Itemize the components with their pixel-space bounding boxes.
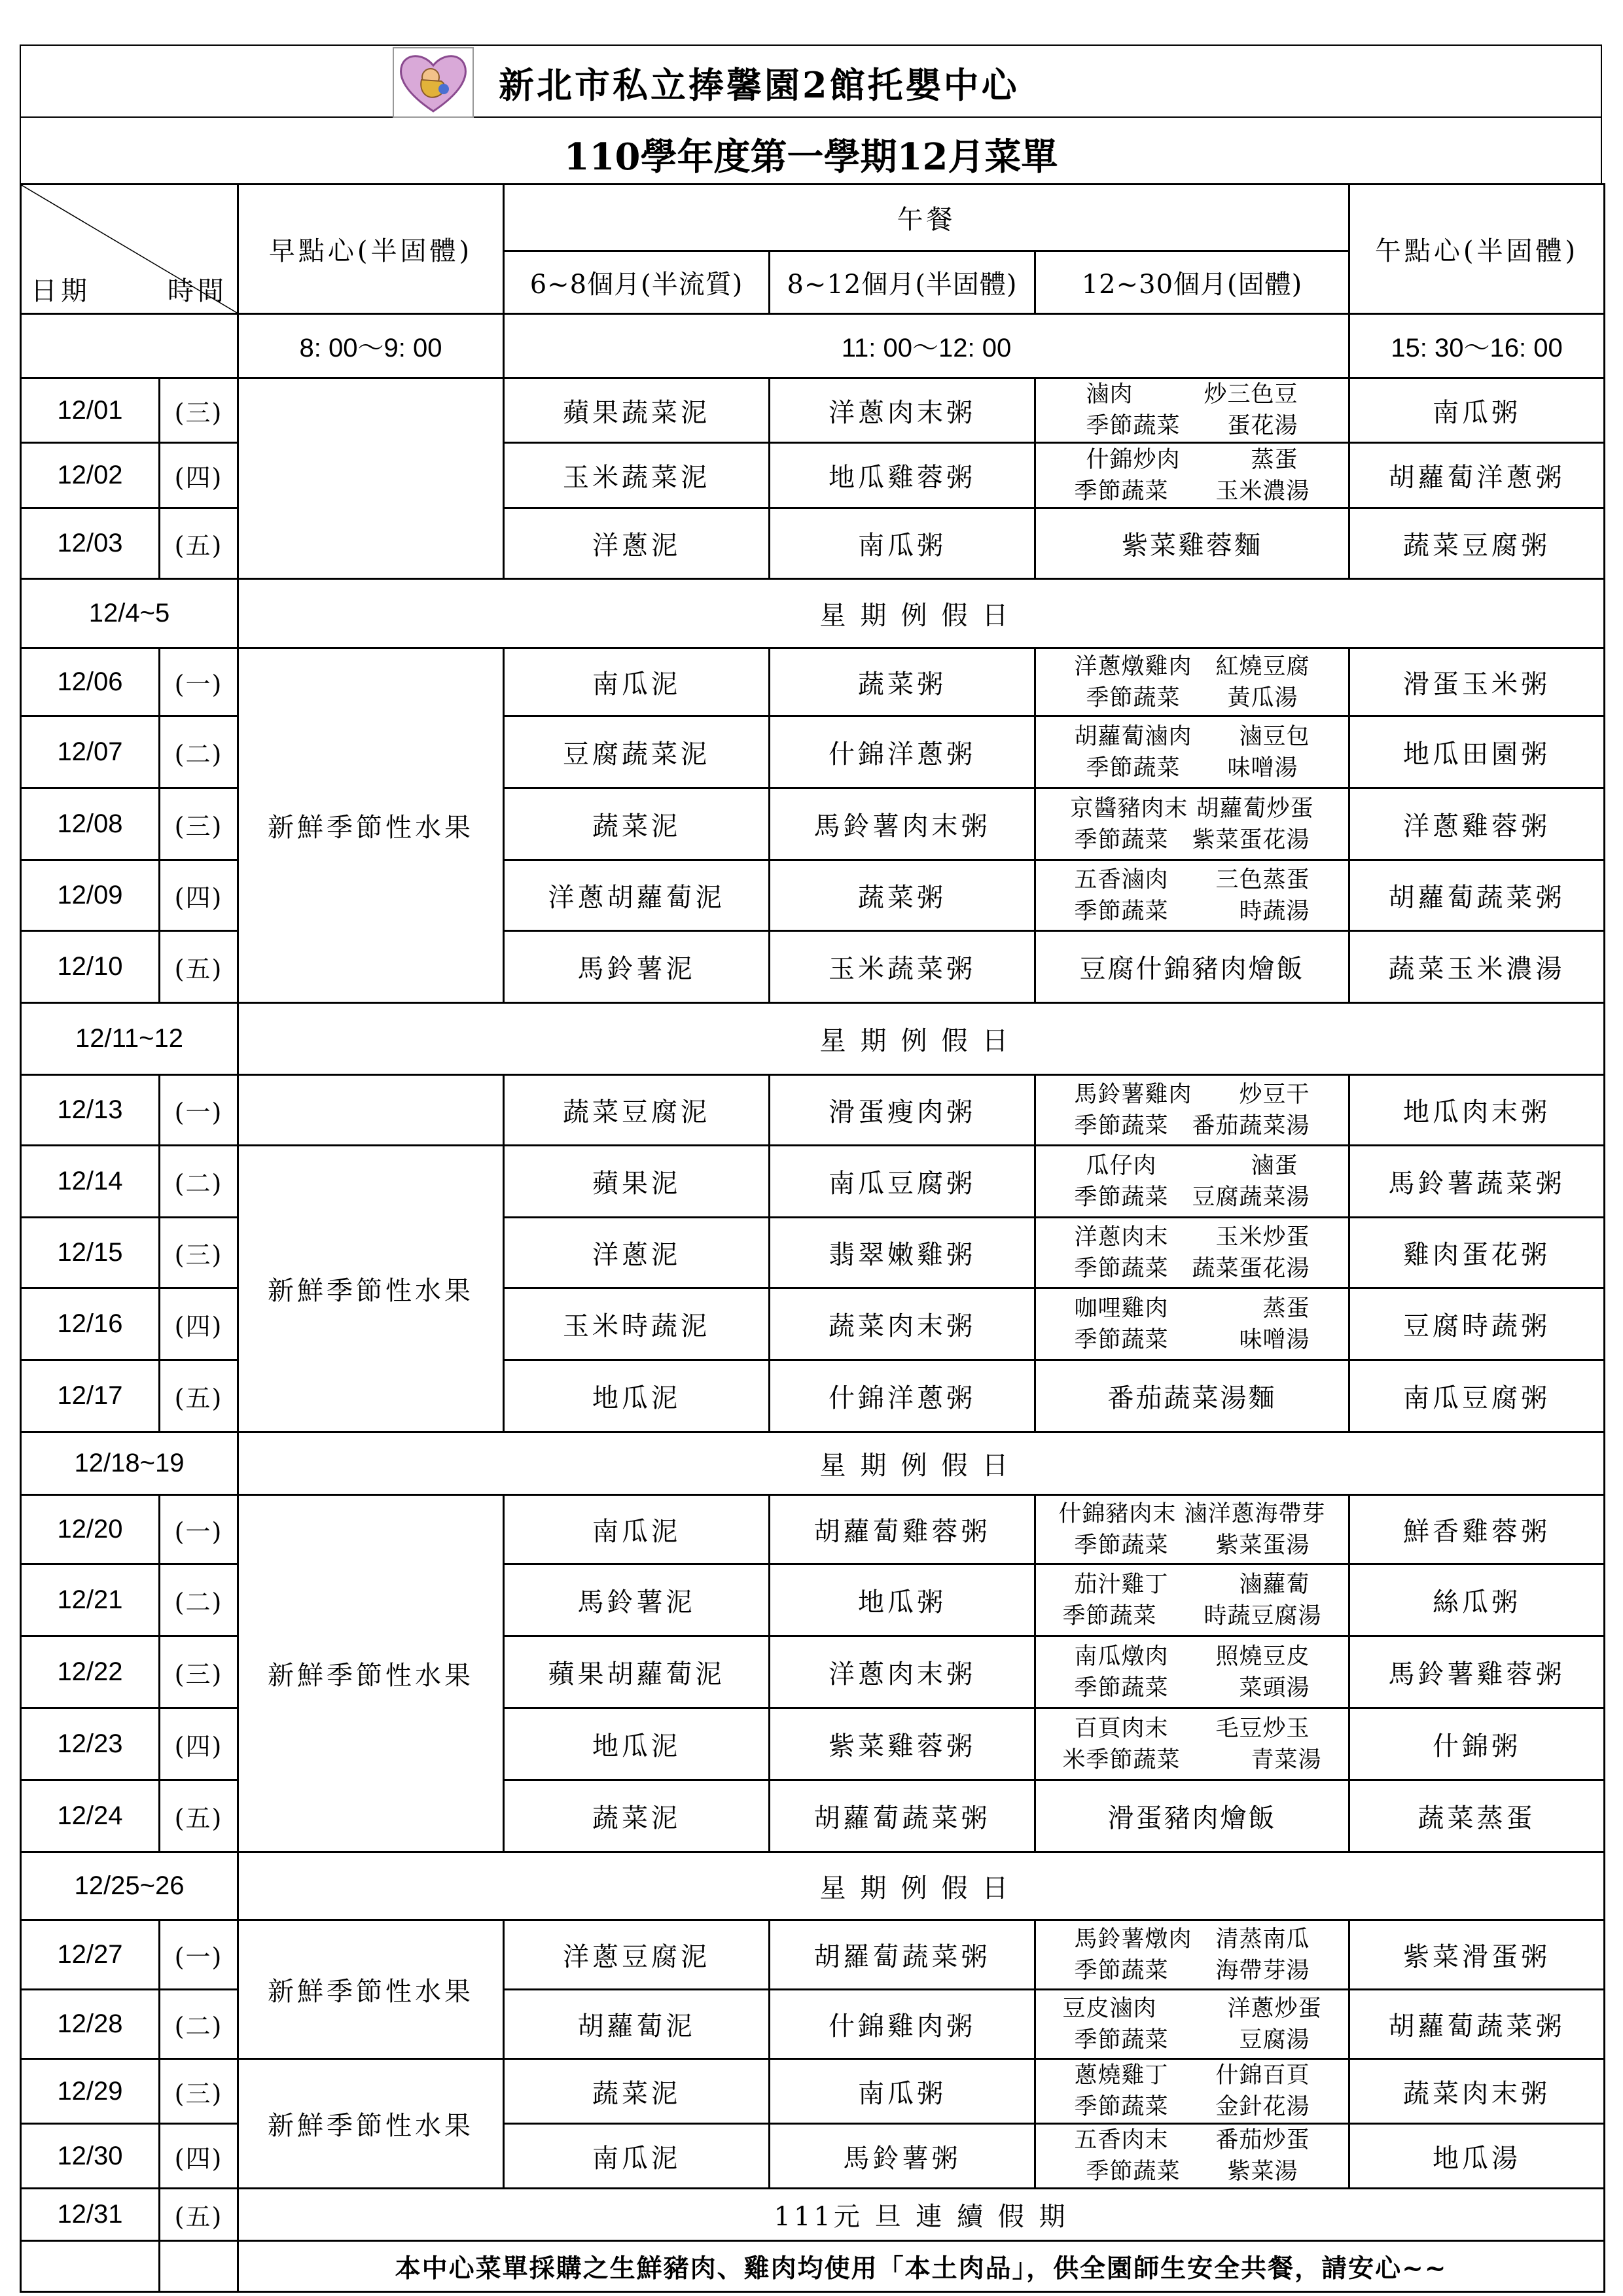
menu-row: [21, 1146, 1605, 1218]
lunch-12-30-cell: [1035, 1636, 1349, 1708]
menu-row: [21, 378, 1605, 443]
afternoon-snack-cell: 地瓜湯: [1349, 2124, 1605, 2189]
time-label: 時間: [168, 276, 228, 306]
lunch-8-12-cell: 地瓜粥: [770, 1564, 1035, 1636]
lunch-6-8-cell: 豆腐蔬菜泥: [504, 716, 770, 788]
lunch-8-12-cell: 什錦洋蔥粥: [770, 716, 1035, 788]
lunch-6-8-cell: 蔬菜泥: [504, 788, 770, 860]
lunch-line-1: 茄汁雞丁 滷蘿蔔: [1074, 1571, 1310, 1598]
lunch-6-8-cell: 南瓜泥: [504, 1495, 770, 1564]
morning-time: 8: 00～9: 00: [238, 314, 504, 378]
lunch-12-30-cell: [1035, 648, 1349, 716]
lunch-line-1: 咖哩雞肉 蒸蛋: [1074, 1295, 1310, 1322]
lunch-line-1: 蔥燒雞丁 什錦百頁: [1074, 2062, 1310, 2089]
lunch-12-30-cell: [1035, 1708, 1349, 1780]
weekday-cell: (二): [160, 1990, 238, 2059]
date-cell: 12/07: [21, 716, 160, 788]
lunch-12-30-cell: [1035, 1564, 1349, 1636]
weekend-label: 星期例假日: [238, 1432, 1605, 1495]
weekday-cell: (四): [160, 2124, 238, 2189]
lunch-line-2: 米季節蔬菜 青菜湯: [1062, 1746, 1322, 1773]
date-cell: 12/21: [21, 1564, 160, 1636]
lunch-12-30-cell: [1035, 788, 1349, 860]
afternoon-snack-cell: 胡蘿蔔蔬菜粥: [1349, 1990, 1605, 2059]
date-cell: 12/20: [21, 1495, 160, 1564]
lunch-8-12-cell: 洋蔥肉末粥: [770, 1636, 1035, 1708]
lunch-12-30-cell: [1035, 1075, 1349, 1146]
footer-blank: [21, 2241, 160, 2292]
lunch-6-8-cell: 洋蔥豆腐泥: [504, 1920, 770, 1990]
weekday-cell: (四): [160, 1288, 238, 1360]
weekend-range: 12/11~12: [21, 1003, 238, 1075]
weekend-label: 星期例假日: [238, 1852, 1605, 1920]
lunch-6-8-cell: 蔬菜泥: [504, 2059, 770, 2124]
date-cell: 12/02: [21, 443, 160, 508]
weekday-cell: (三): [160, 788, 238, 860]
morning-snack-empty: [238, 1075, 504, 1146]
lunch-8-12-cell: 滑蛋瘦肉粥: [770, 1075, 1035, 1146]
menu-title: 110學年度第一學期12月菜單: [563, 135, 1058, 179]
lunch-6-8-cell: 地瓜泥: [504, 1360, 770, 1432]
weekend-label: 星期例假日: [238, 1003, 1605, 1075]
date-cell: 12/06: [21, 648, 160, 716]
date-cell: 12/01: [21, 378, 160, 443]
lunch-8-12-cell: 洋蔥肉末粥: [770, 378, 1035, 443]
weekday-cell: (五): [160, 931, 238, 1003]
lunch-8-12-cell: 什錦洋蔥粥: [770, 1360, 1035, 1432]
afternoon-snack-cell: 地瓜肉末粥: [1349, 1075, 1605, 1146]
lunch-header: 午餐: [504, 185, 1349, 251]
weekday-cell: (二): [160, 1146, 238, 1218]
date-cell: 12/28: [21, 1990, 160, 2059]
afternoon-snack-cell: 馬鈴薯雞蓉粥: [1349, 1636, 1605, 1708]
weekend-label: 星期例假日: [238, 579, 1605, 648]
lunch-6-8-cell: 洋蔥泥: [504, 508, 770, 579]
lunch-8-12-cell: 玉米蔬菜粥: [770, 931, 1035, 1003]
weekend-row: [21, 579, 1605, 648]
lunch-6-8-cell: 蘋果胡蘿蔔泥: [504, 1636, 770, 1708]
lunch-line-1: 什錦炒肉 蒸蛋: [1086, 446, 1298, 473]
lunch-6-8-cell: 蘋果蔬菜泥: [504, 378, 770, 443]
lunch-line-2: 季節蔬菜 蛋花湯: [1086, 413, 1298, 439]
afternoon-snack-cell: 絲瓜粥: [1349, 1564, 1605, 1636]
morning-snack-fruit: 新鮮季節性水果: [238, 1495, 504, 1852]
lunch-line-1: 五香肉末 番茄炒蛋: [1074, 2127, 1310, 2153]
lunch-line-2: 季節蔬菜 紫菜蛋花湯: [1074, 826, 1310, 853]
lunch-8-12-cell: 胡蘿蔔雞蓉粥: [770, 1495, 1035, 1564]
weekday-cell: (四): [160, 443, 238, 508]
weekday-cell: (五): [160, 1360, 238, 1432]
date-cell: 12/30: [21, 2124, 160, 2189]
menu-title-bar: [20, 118, 1602, 185]
lunch-12-30-cell: [1035, 1288, 1349, 1360]
lunch-line-2: 季節蔬菜 豆腐蔬菜湯: [1074, 1184, 1310, 1210]
lunch-12-30-cell: [1035, 1920, 1349, 1990]
lunch-6-8-cell: 洋蔥胡蘿蔔泥: [504, 860, 770, 931]
lunch-line-2: 季節蔬菜 時蔬豆腐湯: [1062, 1602, 1322, 1629]
date-cell: 12/16: [21, 1288, 160, 1360]
weekend-range: 12/4~5: [21, 579, 238, 648]
afternoon-snack-cell: 雞肉蛋花粥: [1349, 1218, 1605, 1288]
lunch-line-1: 馬鈴薯雞肉 炒豆干: [1074, 1081, 1310, 1108]
lunch-8-12-cell: 蔬菜粥: [770, 860, 1035, 931]
lunch-line-1: 瓜仔肉 滷蛋: [1086, 1152, 1298, 1179]
afternoon-snack-cell: 南瓜豆腐粥: [1349, 1360, 1605, 1432]
morning-snack-fruit: 新鮮季節性水果: [238, 2059, 504, 2189]
lunch-12-30-cell: [1035, 1990, 1349, 2059]
date-cell: 12/29: [21, 2059, 160, 2124]
lunch-12-30-cell: [1035, 443, 1349, 508]
afternoon-snack-cell: 鮮香雞蓉粥: [1349, 1495, 1605, 1564]
lunch-6-8-cell: 洋蔥泥: [504, 1218, 770, 1288]
lunch-group-8-12: 8~12個月(半固體): [770, 251, 1035, 314]
org-name: 新北市私立捧馨園2館托嬰中心: [499, 64, 1020, 106]
lunch-line-1: 京醬豬肉末 胡蘿蔔炒蛋: [1070, 795, 1314, 822]
afternoon-snack-header: 午點心(半固體): [1349, 185, 1605, 314]
weekday-cell: (三): [160, 1218, 238, 1288]
weekday-cell: (三): [160, 1636, 238, 1708]
lunch-12-30-cell: 滑蛋豬肉燴飯: [1035, 1780, 1349, 1852]
lunch-6-8-cell: 地瓜泥: [504, 1708, 770, 1780]
lunch-12-30-cell: [1035, 2059, 1349, 2124]
lunch-6-8-cell: 胡蘿蔔泥: [504, 1990, 770, 2059]
lunch-8-12-cell: 南瓜豆腐粥: [770, 1146, 1035, 1218]
menu-row: [21, 2059, 1605, 2124]
lunch-group-12-30: 12~30個月(固體): [1035, 251, 1349, 314]
lunch-12-30-cell: 豆腐什錦豬肉燴飯: [1035, 931, 1349, 1003]
afternoon-snack-cell: 地瓜田園粥: [1349, 716, 1605, 788]
afternoon-snack-cell: 胡蘿蔔蔬菜粥: [1349, 860, 1605, 931]
title-bar: [20, 44, 1602, 118]
lunch-line-2: 季節蔬菜 紫菜湯: [1086, 2159, 1298, 2185]
date-cell: 12/24: [21, 1780, 160, 1852]
lunch-line-2: 季節蔬菜 時蔬湯: [1074, 898, 1310, 925]
date-cell: 12/31: [21, 2189, 160, 2241]
afternoon-snack-cell: 蔬菜蒸蛋: [1349, 1780, 1605, 1852]
date-cell: 12/10: [21, 931, 160, 1003]
lunch-time: 11: 00～12: 00: [504, 314, 1349, 378]
afternoon-time: 15: 30～16: 00: [1349, 314, 1605, 378]
afternoon-snack-cell: 洋蔥雞蓉粥: [1349, 788, 1605, 860]
lunch-6-8-cell: 蘋果泥: [504, 1146, 770, 1218]
afternoon-snack-cell: 豆腐時蔬粥: [1349, 1288, 1605, 1360]
lunch-line-1: 百頁肉末 毛豆炒玉: [1074, 1715, 1310, 1742]
lunch-8-12-cell: 馬鈴薯肉末粥: [770, 788, 1035, 860]
time-header-blank: [21, 314, 238, 378]
afternoon-snack-cell: 南瓜粥: [1349, 378, 1605, 443]
menu-row: [21, 648, 1605, 716]
lunch-line-2: 季節蔬菜 海帶芽湯: [1074, 1957, 1310, 1984]
lunch-6-8-cell: 玉米蔬菜泥: [504, 443, 770, 508]
morning-snack-empty: [238, 378, 504, 579]
lunch-6-8-cell: 蔬菜泥: [504, 1780, 770, 1852]
afternoon-snack-cell: 蔬菜玉米濃湯: [1349, 931, 1605, 1003]
weekend-row: [21, 1003, 1605, 1075]
lunch-6-8-cell: 馬鈴薯泥: [504, 1564, 770, 1636]
lunch-8-12-cell: 地瓜雞蓉粥: [770, 443, 1035, 508]
lunch-6-8-cell: 蔬菜豆腐泥: [504, 1075, 770, 1146]
date-cell: 12/22: [21, 1636, 160, 1708]
lunch-line-2: 季節蔬菜 金針花湯: [1074, 2094, 1310, 2120]
lunch-8-12-cell: 南瓜粥: [770, 2059, 1035, 2124]
lunch-12-30-cell: 紫菜雞蓉麵: [1035, 508, 1349, 579]
weekend-row: [21, 1852, 1605, 1920]
morning-snack-fruit: 新鮮季節性水果: [238, 1146, 504, 1432]
afternoon-snack-cell: 胡蘿蔔洋蔥粥: [1349, 443, 1605, 508]
lunch-line-1: 胡蘿蔔滷肉 滷豆包: [1074, 723, 1310, 750]
date-cell: 12/23: [21, 1708, 160, 1780]
afternoon-snack-cell: 什錦粥: [1349, 1708, 1605, 1780]
morning-snack-header: 早點心(半固體): [238, 185, 504, 314]
lunch-line-2: 季節蔬菜 番茄蔬菜湯: [1074, 1112, 1310, 1139]
lunch-6-8-cell: 南瓜泥: [504, 648, 770, 716]
lunch-8-12-cell: 翡翠嫩雞粥: [770, 1218, 1035, 1288]
lunch-line-1: 滷肉 炒三色豆: [1086, 381, 1298, 408]
footer-blank: [160, 2241, 238, 2292]
weekday-cell: (一): [160, 1495, 238, 1564]
lunch-line-1: 什錦豬肉末 滷洋蔥海帶芽: [1058, 1500, 1326, 1527]
lunch-line-2: 季節蔬菜 菜頭湯: [1074, 1674, 1310, 1701]
date-cell: 12/03: [21, 508, 160, 579]
weekday-cell: (五): [160, 2189, 238, 2241]
lunch-line-1: 南瓜燉肉 照燒豆皮: [1074, 1643, 1310, 1670]
lunch-line-2: 季節蔬菜 紫菜蛋湯: [1074, 1532, 1310, 1559]
afternoon-snack-cell: 蔬菜豆腐粥: [1349, 508, 1605, 579]
lunch-6-8-cell: 南瓜泥: [504, 2124, 770, 2189]
lunch-group-6-8: 6~8個月(半流質): [504, 251, 770, 314]
morning-snack-fruit: 新鮮季節性水果: [238, 648, 504, 1003]
menu-row: [21, 1075, 1605, 1146]
new-year-row: [21, 2189, 1605, 2241]
afternoon-snack-cell: 蔬菜肉末粥: [1349, 2059, 1605, 2124]
date-cell: 12/17: [21, 1360, 160, 1432]
lunch-line-1: 豆皮滷肉 洋蔥炒蛋: [1062, 1995, 1322, 2022]
weekday-cell: (三): [160, 378, 238, 443]
lunch-line-1: 洋蔥肉末 玉米炒蛋: [1074, 1224, 1310, 1250]
lunch-12-30-cell: [1035, 1146, 1349, 1218]
weekday-cell: (四): [160, 1708, 238, 1780]
lunch-6-8-cell: 馬鈴薯泥: [504, 931, 770, 1003]
weekday-cell: (二): [160, 716, 238, 788]
lunch-line-2: 季節蔬菜 黃瓜湯: [1086, 684, 1298, 711]
lunch-8-12-cell: 蔬菜肉末粥: [770, 1288, 1035, 1360]
lunch-line-2: 季節蔬菜 豆腐湯: [1074, 2026, 1310, 2053]
weekday-cell: (一): [160, 1920, 238, 1990]
lunch-line-1: 洋蔥燉雞肉 紅燒豆腐: [1074, 653, 1310, 680]
footer-note: 本中心菜單採購之生鮮豬肉、雞肉均使用「本土肉品」，供全園師生安全共餐，請安心~~: [238, 2241, 1605, 2292]
date-cell: 12/27: [21, 1920, 160, 1990]
menu-row: [21, 1920, 1605, 1990]
lunch-line-1: 馬鈴薯燉肉 清蒸南瓜: [1074, 1926, 1310, 1952]
date-cell: 12/08: [21, 788, 160, 860]
afternoon-snack-cell: 紫菜滑蛋粥: [1349, 1920, 1605, 1990]
lunch-12-30-cell: [1035, 1218, 1349, 1288]
lunch-line-2: 季節蔬菜 蔬菜蛋花湯: [1074, 1255, 1310, 1282]
lunch-12-30-cell: [1035, 716, 1349, 788]
lunch-line-2: 季節蔬菜 味噌湯: [1074, 1326, 1310, 1353]
afternoon-snack-cell: 滑蛋玉米粥: [1349, 648, 1605, 716]
lunch-6-8-cell: 玉米時蔬泥: [504, 1288, 770, 1360]
weekday-cell: (一): [160, 648, 238, 716]
weekday-cell: (四): [160, 860, 238, 931]
lunch-8-12-cell: 胡蘿蔔蔬菜粥: [770, 1780, 1035, 1852]
lunch-line-1: 五香滷肉 三色蒸蛋: [1074, 866, 1310, 893]
menu-row: [21, 1495, 1605, 1564]
new-year-holiday: 111元 旦 連 續 假 期: [238, 2189, 1605, 2241]
lunch-12-30-cell: [1035, 378, 1349, 443]
lunch-8-12-cell: 馬鈴薯粥: [770, 2124, 1035, 2189]
lunch-8-12-cell: 什錦雞肉粥: [770, 1990, 1035, 2059]
date-time-corner: [21, 185, 238, 314]
lunch-12-30-cell: [1035, 860, 1349, 931]
weekend-row: [21, 1432, 1605, 1495]
weekend-range: 12/18~19: [21, 1432, 238, 1495]
weekday-cell: (五): [160, 508, 238, 579]
afternoon-snack-cell: 馬鈴薯蔬菜粥: [1349, 1146, 1605, 1218]
weekday-cell: (五): [160, 1780, 238, 1852]
lunch-8-12-cell: 紫菜雞蓉粥: [770, 1708, 1035, 1780]
lunch-12-30-cell: [1035, 2124, 1349, 2189]
footer-row: [21, 2241, 1605, 2292]
weekday-cell: (二): [160, 1564, 238, 1636]
date-cell: 12/13: [21, 1075, 160, 1146]
lunch-8-12-cell: 南瓜粥: [770, 508, 1035, 579]
lunch-12-30-cell: [1035, 1495, 1349, 1564]
heart-baby-logo: [393, 47, 474, 118]
lunch-8-12-cell: 胡羅蔔蔬菜粥: [770, 1920, 1035, 1990]
date-cell: 12/09: [21, 860, 160, 931]
date-cell: 12/15: [21, 1218, 160, 1288]
weekend-range: 12/25~26: [21, 1852, 238, 1920]
lunch-12-30-cell: 番茄蔬菜湯麵: [1035, 1360, 1349, 1432]
lunch-line-2: 季節蔬菜 玉米濃湯: [1074, 478, 1310, 504]
weekday-cell: (三): [160, 2059, 238, 2124]
date-cell: 12/14: [21, 1146, 160, 1218]
lunch-8-12-cell: 蔬菜粥: [770, 648, 1035, 716]
date-label: 日期: [31, 276, 91, 306]
morning-snack-fruit: 新鮮季節性水果: [238, 1920, 504, 2059]
menu-table: [20, 183, 1605, 2293]
weekday-cell: (一): [160, 1075, 238, 1146]
lunch-line-2: 季節蔬菜 味噌湯: [1086, 754, 1298, 781]
